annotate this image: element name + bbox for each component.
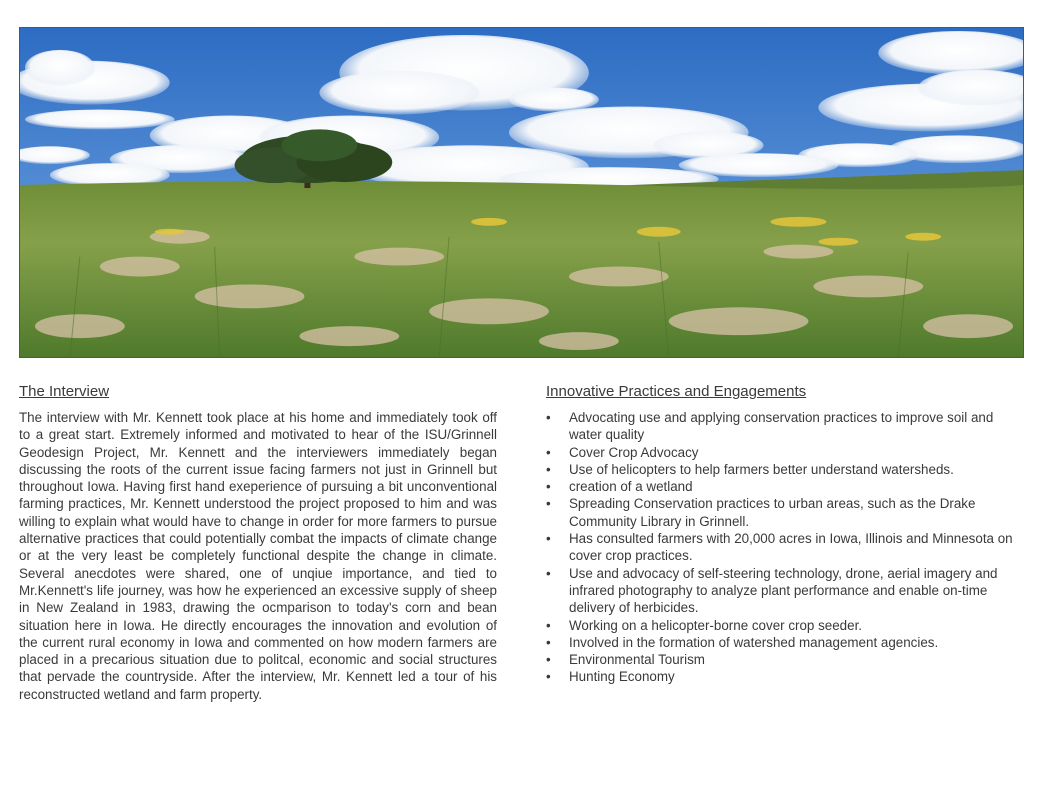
- list-item: • Hunting Economy: [546, 668, 1018, 685]
- list-item: • Use of helicopters to help farmers better understand watersheds.: [546, 461, 1018, 478]
- practices-list: [546, 409, 1018, 686]
- list-item: • Cover Crop Advocacy: [546, 444, 1018, 461]
- interview-body: The interview with Mr. Kennett took place at his home and immediately took off to a great start. Extremely informed and motivated to hear of the ISU/Grinnell Geodesign Project, Mr. Kennett and the interviewers immediately began discussing the roots of the current issue facing farmers not just in Grinnell but throughout Iowa. Having first hand exeperience of pursuing a bit unconventional farming practices, Mr. Kennett understood the project proposed to him and was willing to explain what would have to change in order for more farmers to pursue alternative practices that could potentially combat the impacts of climate change or at the very least be completely functional despite the change in climate. Several anecdotes were shared, one of unqiue importance, and tied to Mr.Kennett's life journey, was how he experienced an excessive supply of sheep in New Zealand in 1983, drawing the ocmparison to today's corn and bean situation here in Iowa. He directly encourages the innovation and evolution of the current rural economy in Iowa and commented on how modern farmers are placed in a precarious situation due to politcal, economic and social structures that pervade the countryside. After the interview, Mr. Kennett led a tour of his reconstructed wetland and farm property.: [19, 410, 497, 702]
- list-item: • Spreading Conservation practices to urban areas, such as the Drake Community Library in Grinnell.: [546, 495, 1018, 530]
- interview-section: [19, 383, 497, 703]
- list-item: • Use and advocacy of self-steering technology, drone, aerial imagery and infrared photography to analyze plant performance and enable on-time delivery of herbicides.: [546, 565, 1018, 617]
- practices-heading: Innovative Practices and Engagements: [546, 383, 807, 400]
- prairie-landscape-image: [20, 28, 1023, 357]
- list-item: • Working on a helicopter-borne cover crop seeder.: [546, 617, 1018, 634]
- interview-heading: The Interview: [19, 383, 110, 400]
- prairie-photo: [19, 27, 1024, 358]
- list-item: • creation of a wetland: [546, 478, 1018, 495]
- list-item: • Involved in the formation of watershed management agencies.: [546, 634, 1018, 651]
- list-item: • Advocating use and applying conservation practices to improve soil and water quality: [546, 409, 1018, 444]
- practices-section: [546, 383, 1018, 686]
- list-item: • Has consulted farmers with 20,000 acres in Iowa, Illinois and Minnesota on cover crop practices.: [546, 530, 1018, 565]
- list-item: • Environmental Tourism: [546, 651, 1018, 668]
